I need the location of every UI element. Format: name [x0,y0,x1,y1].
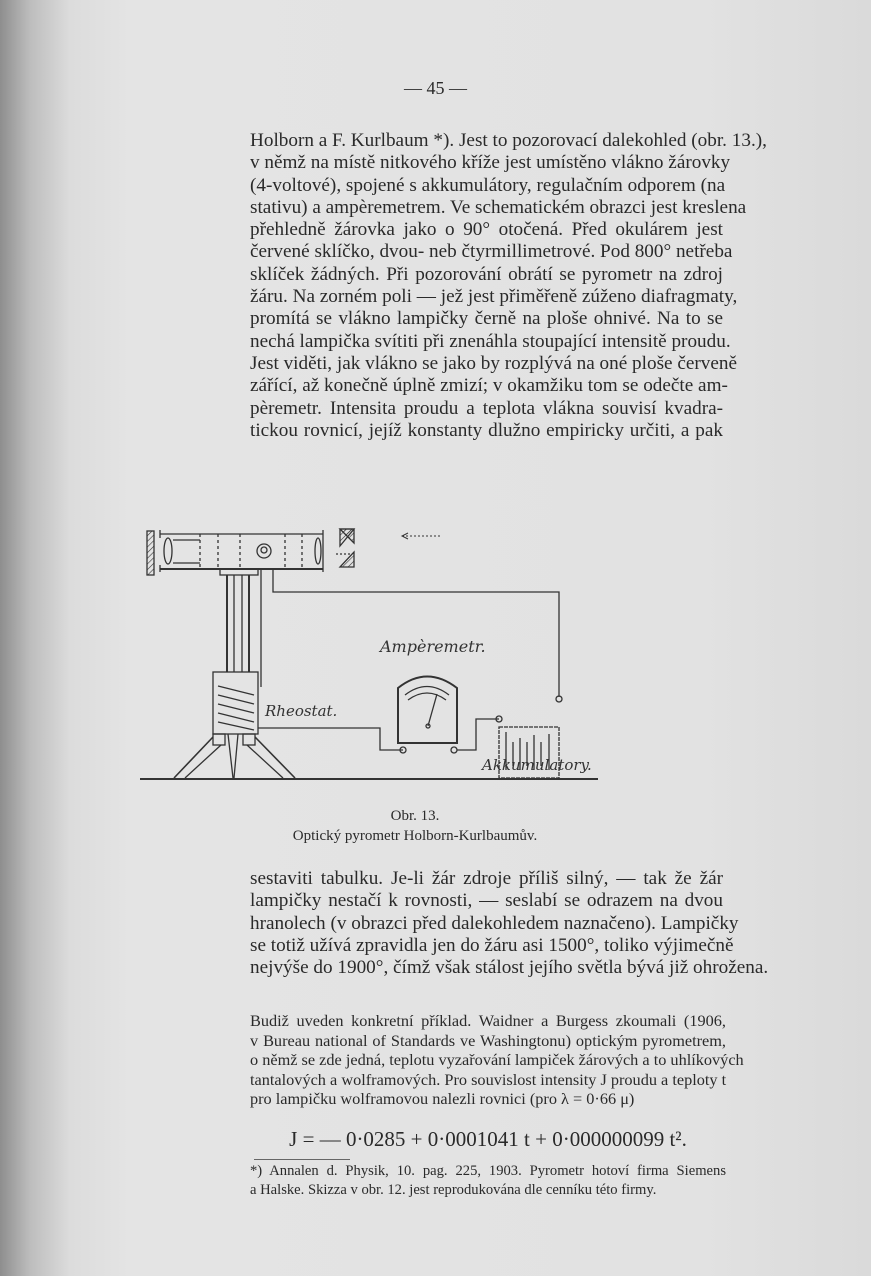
paragraph-3 [250,1011,744,1109]
text-line: se totiž užívá zpravidla jen do žáru asi 1500°, toliko výjimečně [250,934,734,956]
text-line: (4-voltové), spojené s akkumulátory, regulačním odporem (na [250,174,726,196]
paragraph-1 [250,130,767,442]
text-line: pèremetr. Intensita proudu a teplota vlákna souvisí kvadra- [250,397,723,419]
text-line: Jest viděti, jak vlákno se jako by rozplývá na oné ploše červeně [250,352,737,374]
text-line: pro lampičku wolframovou nalezli rovnici (pro λ = 0·66 μ) [250,1089,635,1108]
eyepiece-plate [147,531,154,575]
paragraph-2 [250,868,769,979]
text-line: nechá lampička svítiti při znenáhla stoupající intensitě proudu. [250,330,731,352]
text-line: sklíček žádných. Při pozorování obrátí se pyrometr na zdroj [250,263,723,285]
text-line: sestaviti tabulku. Je-li žár zdroje příliš silný, — tak že žár [250,868,723,889]
rheostat-label: Rheostat. [265,702,338,720]
text-line: hranolech (v obrazci před dalekohledem naznačeno). Lampičky [250,912,739,934]
footnote-line: a Halske. Skizza v obr. 12. jest reprodukována dle cenníku této firmy. [250,1182,657,1198]
text-line: v Bureau national of Standards ve Washingtonu) optickým pyrometrem, [250,1030,726,1050]
footnote [250,1162,726,1200]
figure-number: Obr. 13. [390,808,440,824]
equation: J = — 0·0285 + 0·0001041 t + 0·000000099 t². [289,1127,687,1151]
accumulators-label: Akkumulatory. [482,756,592,774]
prisms [336,529,440,567]
footnote-line: *) Annalen d. Physik, 10. pag. 225, 1903. Pyrometr hotoví firma Siemens [250,1163,726,1179]
text-line: tantalových a wolframových. Pro souvislost intensity J proudu a teploty t [250,1069,727,1089]
page-number: — 45 — [404,78,467,98]
text-line: zářící, až konečně úplně zmizí; v okamžiku tom se odečte am- [250,375,728,397]
text-line: Budiž uveden konkretní příklad. Waidner a Burgess zkoumali (1906, [250,1011,726,1030]
text-line: přehledně žárovka jako o 90° otočená. Před okulárem jest [250,219,723,241]
text-line: červené sklíčko, dvou- neb čtyrmillimetrové. Pod 800° netřeba [250,241,733,263]
figure-caption: Optický pyrometr Holborn-Kurlbaumův. [292,828,538,844]
text-line: žáru. Na zorném poli — jež jest přiměřeně zúženo diafragmaty, [250,286,738,308]
pyrometer-figure [140,520,740,800]
text-line: nejvýše do 1900°, čímž však stálost jejího světla bývá již ohrožena. [250,957,769,979]
text-line: stativu) a ampèremetrem. Ve schematickém obrazci jest kreslena [250,196,747,218]
pyrometer-diagram [140,520,740,800]
ammeter-label: Ampèremetr. [380,637,486,656]
text-line: Holborn a F. Kurlbaum *). Jest to pozorovací dalekohled (obr. 13.), [250,130,767,151]
text-line: promítá se vlákno lampičky černě na ploše ohnivé. Na to se [250,308,723,330]
text-line: tickou rovnicí, jejíž konstanty dlužno empiricky určiti, a pak [250,419,723,441]
telescope-tube [160,530,323,572]
text-line: o němž se zde jedná, teplotu vyzařování lampiček žárových a to uhlíkových [250,1050,744,1069]
text-line: v němž na místě nitkového kříže jest umístěno vlákno žárovky [250,152,731,174]
footnote-rule [254,1159,350,1160]
text-line: lampičky nestačí k rovnosti, — seslabí se odrazem na dvou [250,890,723,912]
lamp-bulb [257,544,271,558]
